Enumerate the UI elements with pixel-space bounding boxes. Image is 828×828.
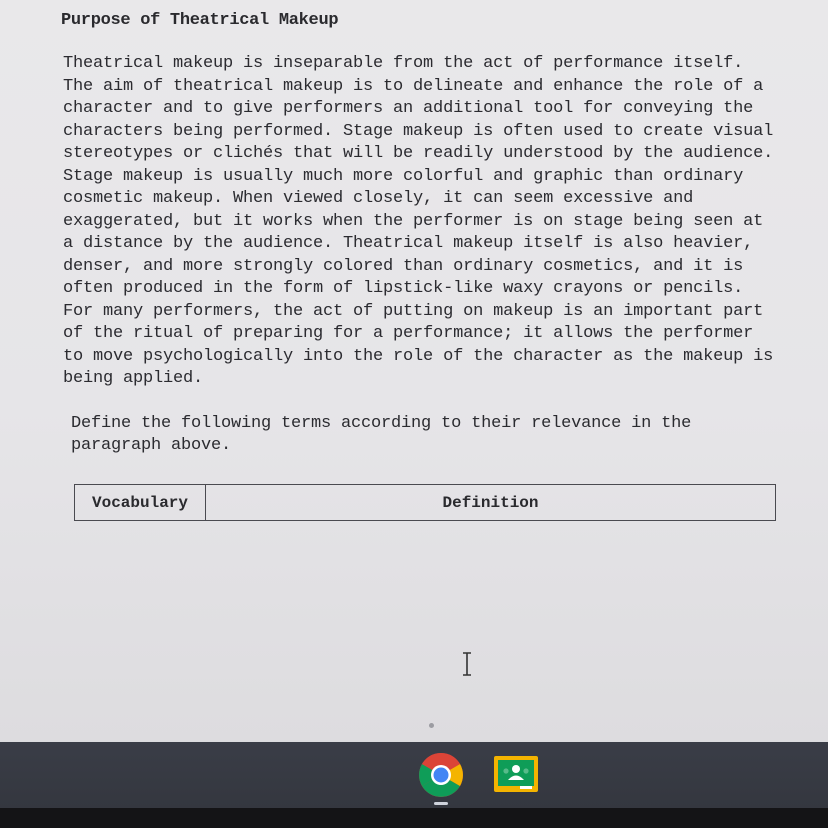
definition-column-header[interactable]: Definition <box>442 493 539 512</box>
reading-paragraph <box>63 53 793 391</box>
chrome-icon[interactable] <box>418 752 464 798</box>
paragraph-line: denser, and more strongly colored than ordinary cosmetics, and it is <box>63 256 744 276</box>
text-cursor-icon <box>462 652 472 676</box>
paragraph-line: of the ritual of preparing for a performance; it allows the performer <box>63 324 754 343</box>
paragraph-line: For many performers, the act of putting on makeup is an important part <box>63 301 764 321</box>
screen-bezel <box>0 808 828 828</box>
paragraph-line: characters being performed. Stage makeup is often used to create visual <box>63 121 774 141</box>
instructions-line: Define the following terms according to their relevance in the <box>71 414 692 433</box>
paragraph-line: being applied. <box>63 369 204 388</box>
paragraph-line: character and to give performers an additional tool for conveying the <box>63 99 754 118</box>
paragraph-line: Theatrical makeup is inseparable from the act of performance itself. <box>63 54 744 73</box>
google-classroom-icon[interactable] <box>494 756 538 792</box>
taskbar-shelf <box>0 742 828 808</box>
paragraph-line: often produced in the form of lipstick-like waxy crayons or pencils. <box>63 279 744 298</box>
paragraph-line: Stage makeup is usually much more colorful and graphic than ordinary <box>63 166 744 186</box>
instructions-text <box>71 413 691 457</box>
paragraph-line: to move psychologically into the role of the character as the makeup is <box>63 346 774 366</box>
vocabulary-column-header[interactable]: Vocabulary <box>75 485 206 520</box>
paragraph-line: The aim of theatrical makeup is to delineate and enhance the role of a <box>63 76 764 96</box>
paragraph-line: exaggerated, but it works when the performer is on stage being seen at <box>63 211 764 231</box>
screen-smudge <box>429 723 434 728</box>
paragraph-line: stereotypes or clichés that will be readily understood by the audience. <box>63 144 774 163</box>
document-title: Purpose of Theatrical Makeup <box>61 11 339 30</box>
app-active-indicator <box>434 802 448 805</box>
paragraph-line: a distance by the audience. Theatrical makeup itself is also heavier, <box>63 234 754 253</box>
instructions-line: paragraph above. <box>71 436 232 455</box>
paragraph-line: cosmetic makeup. When viewed closely, it can seem excessive and <box>63 189 694 208</box>
vocabulary-table[interactable] <box>74 484 776 521</box>
